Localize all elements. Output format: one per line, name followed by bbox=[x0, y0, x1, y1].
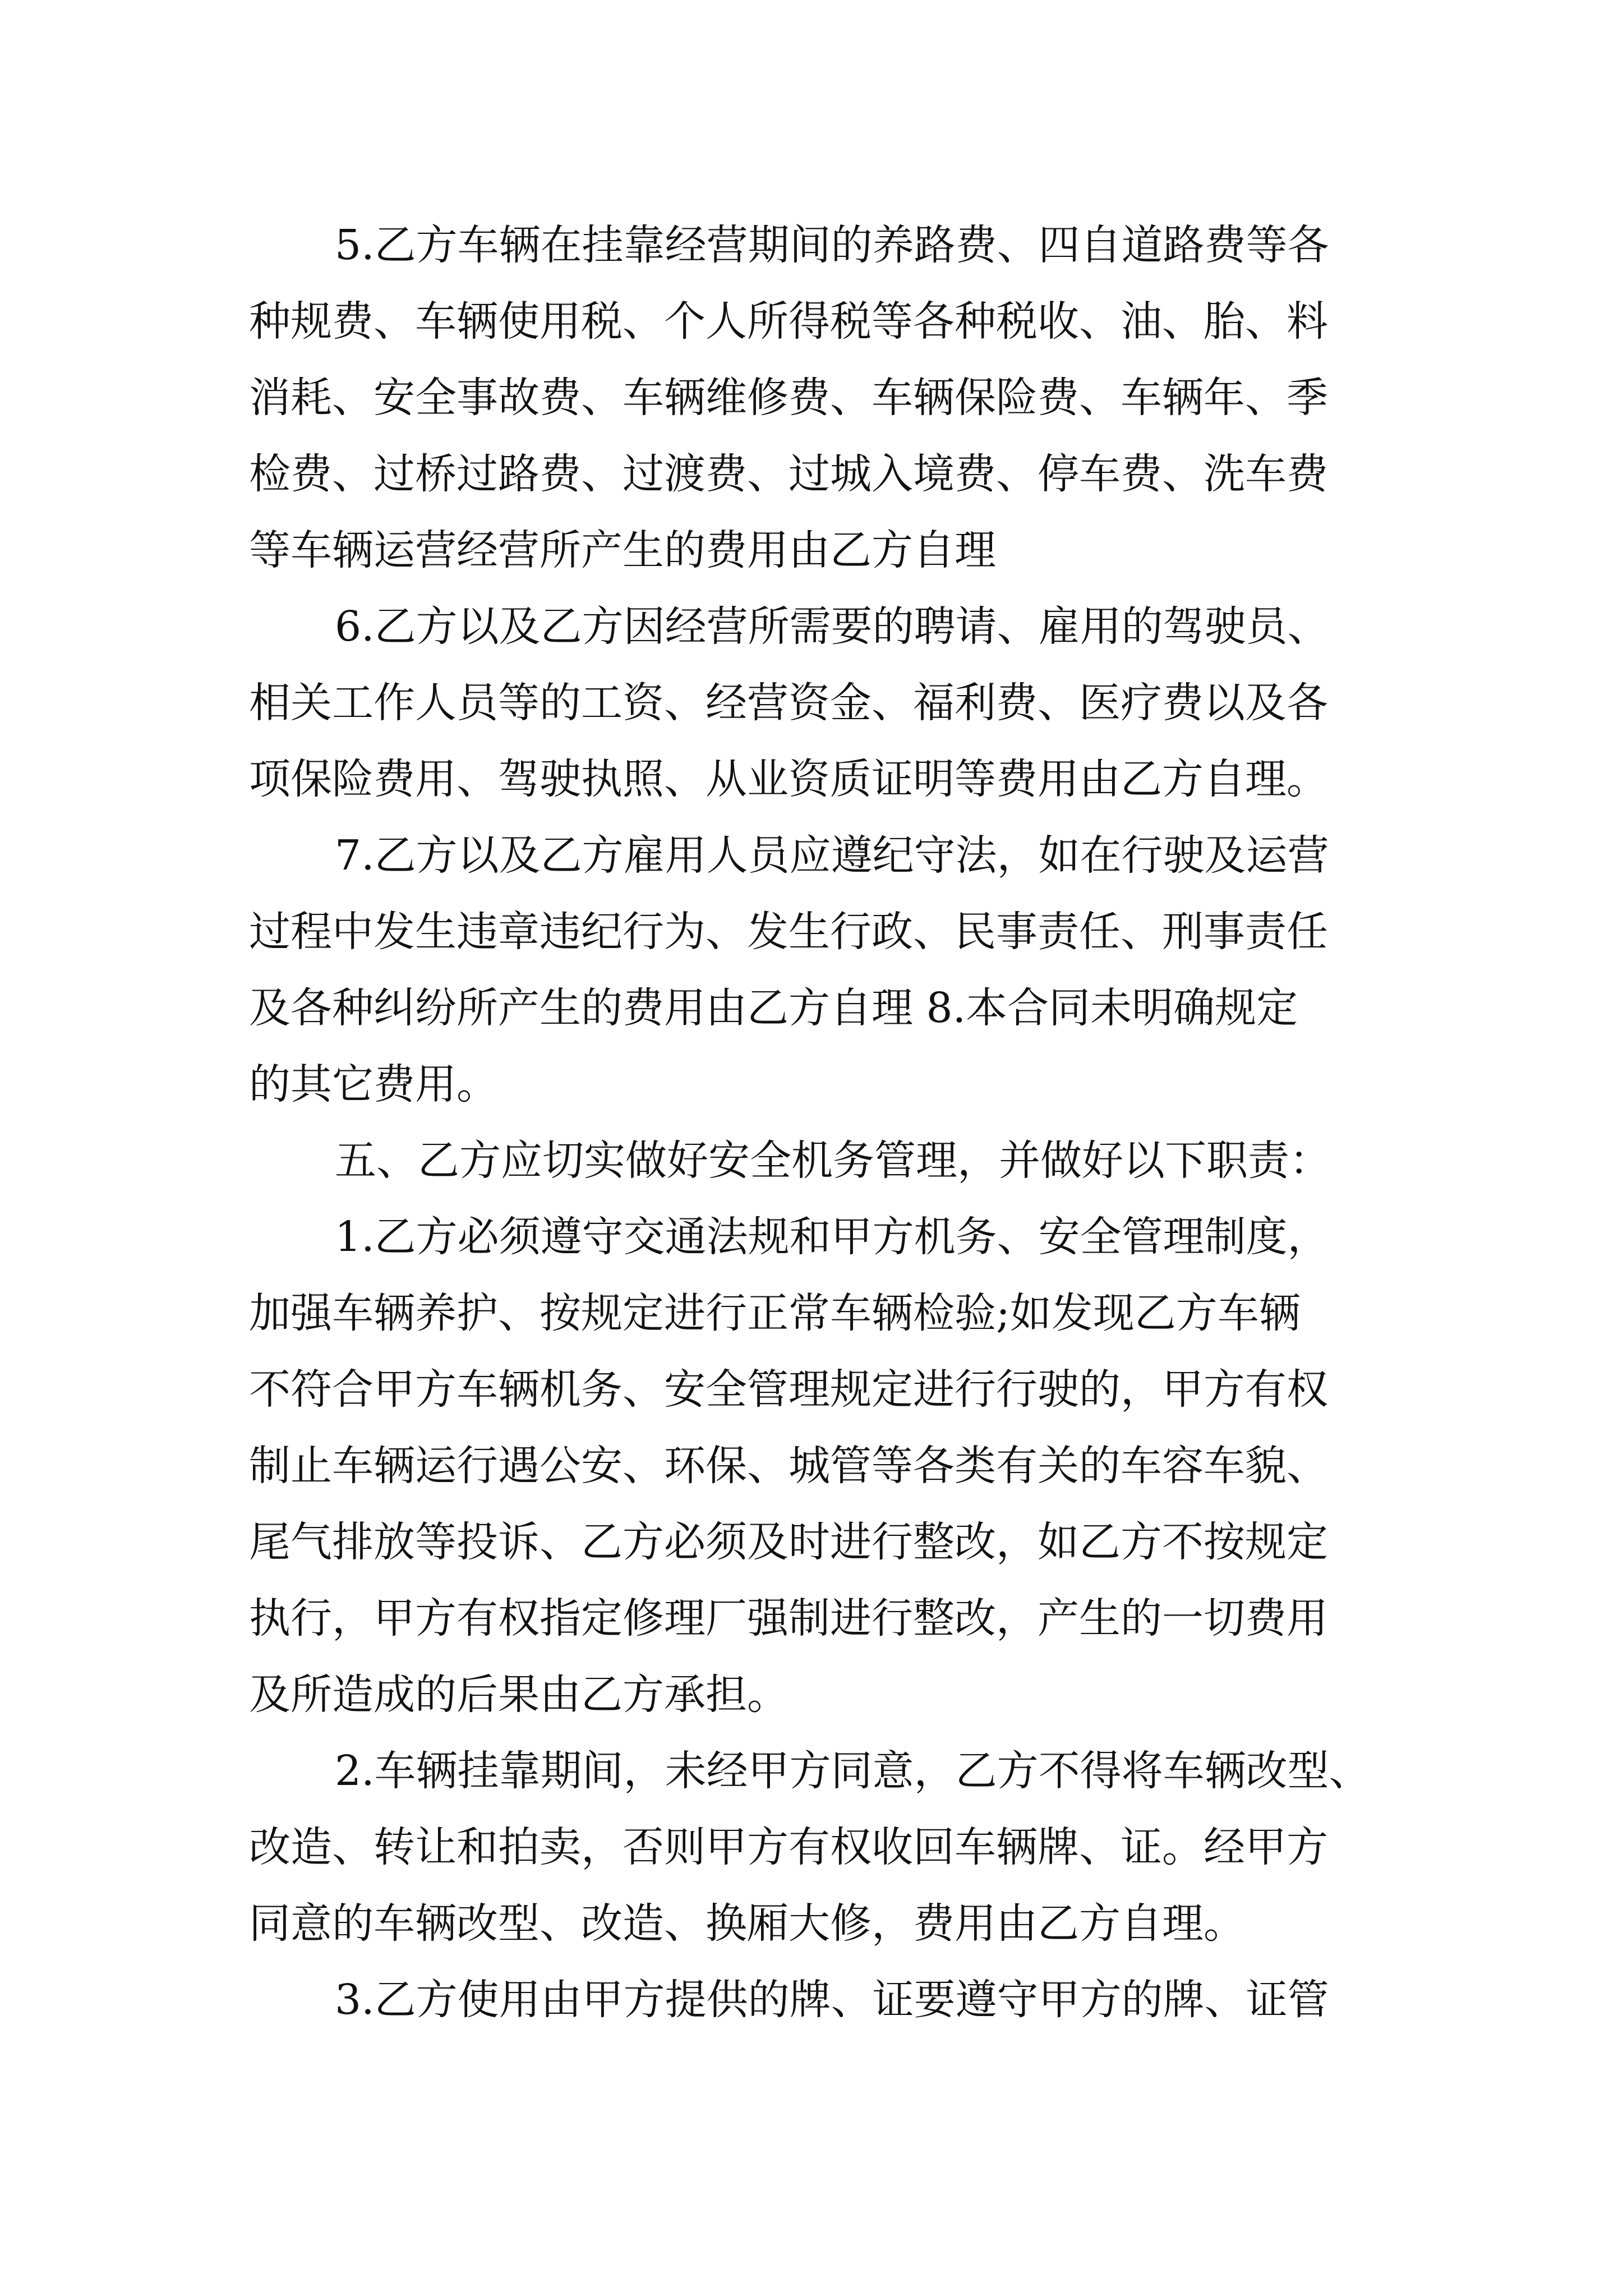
text-line: 1.乙方必须遵守交通法规和甲方机务、安全管理制度， bbox=[335, 1213, 1329, 1261]
text-line: 等车辆运营经营所产生的费用由乙方自理 bbox=[249, 526, 996, 574]
text-line: 2.车辆挂靠期间，未经甲方同意，乙方不得将车辆改型、 bbox=[335, 1747, 1371, 1795]
text-line: 5.乙方车辆在挂靠经营期间的养路费、四自道路费等各 bbox=[335, 221, 1329, 269]
text-line: 消耗、安全事故费、车辆维修费、车辆保险费、车辆年、季 bbox=[249, 374, 1328, 422]
text-line: 6.乙方以及乙方因经营所需要的聘请、雇用的驾驶员、 bbox=[335, 602, 1329, 651]
text-line: 尾气排放等投诉、乙方必须及时进行整改，如乙方不按规定 bbox=[249, 1518, 1328, 1566]
text-line: 7.乙方以及乙方雇用人员应遵纪守法，如在行驶及运营 bbox=[335, 831, 1329, 880]
text-line: 及各种纠纷所产生的费用由乙方自理 8.本合同未明确规定 bbox=[249, 984, 1298, 1032]
text-line: 相关工作人员等的工资、经营资金、福利费、医疗费以及各 bbox=[249, 679, 1328, 727]
section-heading: 五、乙方应切实做好安全机务管理，并做好以下职责： bbox=[335, 1137, 1331, 1185]
text-line: 3.乙方使用由甲方提供的牌、证要遵守甲方的牌、证管 bbox=[335, 1976, 1329, 2024]
text-line: 项保险费用、驾驶执照、从业资质证明等费用由乙方自理。 bbox=[249, 755, 1328, 803]
text-line: 改造、转让和拍卖，否则甲方有权收回车辆牌、证。经甲方 bbox=[249, 1823, 1328, 1871]
text-line: 同意的车辆改型、改造、换厢大修，费用由乙方自理。 bbox=[249, 1899, 1245, 1948]
text-line: 的其它费用。 bbox=[249, 1060, 498, 1108]
text-line: 检费、过桥过路费、过渡费、过城入境费、停车费、洗车费 bbox=[249, 450, 1328, 498]
text-line: 不符合甲方车辆机务、安全管理规定进行行驶的，甲方有权 bbox=[249, 1365, 1328, 1414]
text-line: 种规费、车辆使用税、个人所得税等各种税收、油、胎、料 bbox=[249, 297, 1328, 346]
text-line: 过程中发生违章违纪行为、发生行政、民事责任、刑事责任 bbox=[249, 908, 1328, 956]
text-line: 及所造成的后果由乙方承担。 bbox=[249, 1671, 789, 1719]
text-line: 加强车辆养护、按规定进行正常车辆检验;如发现乙方车辆 bbox=[249, 1289, 1301, 1337]
text-line: 执行，甲方有权指定修理厂强制进行整改，产生的一切费用 bbox=[249, 1594, 1328, 1642]
text-line: 制止车辆运行遇公安、环保、城管等各类有关的车容车貌、 bbox=[249, 1442, 1328, 1490]
